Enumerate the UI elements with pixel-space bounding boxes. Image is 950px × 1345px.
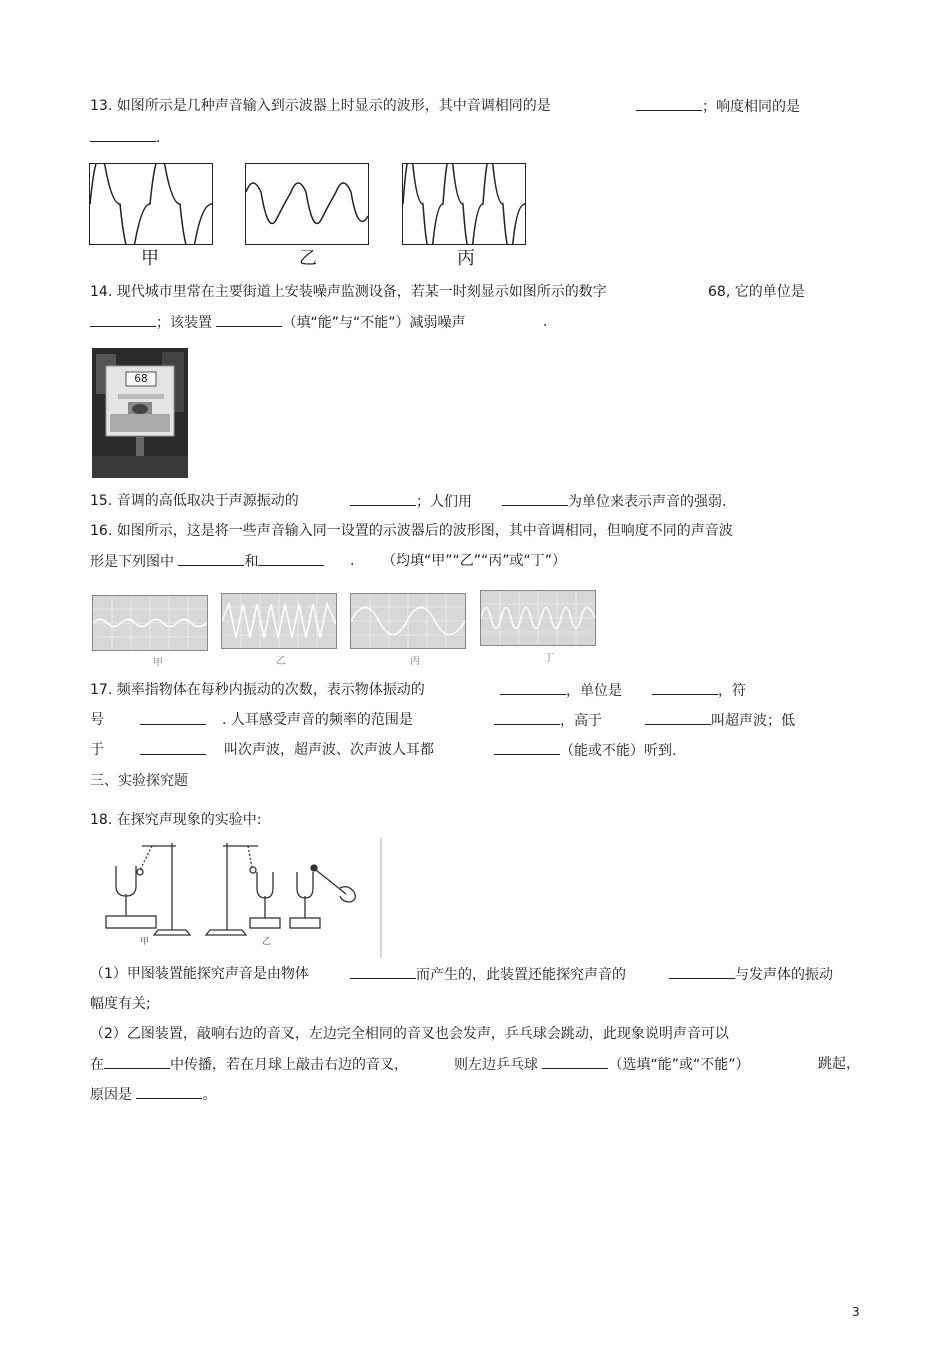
q17-blank-speed[interactable] bbox=[500, 680, 566, 695]
q17-l3a: 于 bbox=[90, 742, 104, 758]
section-title: 三、实验探究题 bbox=[90, 773, 188, 789]
q18-p1d: 幅度有关; bbox=[90, 996, 151, 1012]
q14-line1-end: 它的单位是 bbox=[734, 284, 805, 300]
q13-wave-jia bbox=[89, 163, 213, 245]
q15-part3: 为单位来表示声音的强弱. bbox=[568, 494, 727, 510]
q17-l1a: 17. 频率指物体在每秒内振动的次数，表示物体振动的 bbox=[90, 682, 425, 698]
q15-part2: ；人们用 bbox=[416, 494, 472, 510]
q16-blank-1[interactable] bbox=[178, 551, 244, 566]
q16-osc-bing bbox=[350, 593, 466, 649]
wave-bing-svg bbox=[403, 164, 525, 244]
q18-p2b: 在 bbox=[90, 1057, 104, 1073]
tuning-fork-figure bbox=[102, 838, 382, 958]
q17-l2-wrap2 bbox=[494, 710, 602, 731]
q18-blank-medium[interactable] bbox=[104, 1054, 170, 1069]
hand bbox=[340, 887, 355, 902]
osc-jia-svg bbox=[93, 596, 207, 650]
q17-blank-hear[interactable] bbox=[494, 740, 560, 755]
q18-p1c: 与发声体的振动 bbox=[735, 967, 833, 983]
q13-blank-pitch-wrap bbox=[636, 96, 800, 117]
q18-p1-wrap1 bbox=[350, 964, 626, 985]
q15-line bbox=[90, 491, 299, 511]
yi-fork-right bbox=[297, 872, 313, 898]
q17-l3b: 叫次声波，超声波、次声波人耳都 bbox=[224, 742, 434, 758]
q17-l3c: （能或不能）听到. bbox=[560, 743, 677, 759]
q16-line2-start: 形是下列图中 bbox=[90, 554, 174, 570]
q17-l2d: 叫超声波；低 bbox=[711, 713, 795, 729]
q13-caption-jia: 甲 bbox=[141, 248, 159, 269]
q14-blank-can[interactable] bbox=[216, 312, 282, 327]
q14-blank-unit[interactable] bbox=[90, 312, 156, 327]
mallet bbox=[316, 870, 346, 894]
q17-l2-wrap3 bbox=[645, 710, 795, 731]
q13-line2 bbox=[90, 127, 160, 148]
noise-monitor-photo bbox=[92, 348, 188, 478]
q18-p2-line2 bbox=[90, 1054, 408, 1075]
yi-fork-left bbox=[257, 872, 273, 898]
wave-yi-path bbox=[246, 183, 368, 224]
q13-text: 13. 如图所示是几种声音输入到示波器上时显示的波形，其中音调相同的是 bbox=[90, 98, 551, 114]
q13-caption-yi: 乙 bbox=[299, 248, 317, 269]
wave-jia-svg bbox=[90, 164, 212, 244]
wave-bing-path bbox=[403, 164, 525, 244]
q16-osc-ding bbox=[480, 590, 596, 646]
q15-blank-frequency[interactable] bbox=[350, 491, 416, 506]
q15-blank2-wrap bbox=[502, 491, 726, 512]
fig-caption-jia: 甲 bbox=[140, 937, 150, 947]
q18-p2-wrap bbox=[454, 1054, 749, 1075]
q14-line2-end: （填“能”与“不能”）减弱噪声 bbox=[282, 315, 466, 331]
q14-line1: 14. 现代城市里常在主要街道上安装噪声监测设备，若某一时刻显示如图所示的数字 bbox=[90, 284, 607, 300]
jia-stand-base bbox=[154, 930, 190, 935]
osc-ding-svg bbox=[481, 591, 595, 645]
q18-blank-can-jump[interactable] bbox=[542, 1054, 608, 1069]
q16-and: 和 bbox=[244, 554, 259, 570]
wave-jia-path bbox=[90, 164, 212, 244]
q14-line2-mid: ；该装置 bbox=[156, 315, 212, 331]
osc-bing-svg bbox=[351, 594, 465, 648]
q14-dot: . bbox=[543, 314, 548, 330]
q13-after: ；响度相同的是 bbox=[702, 99, 800, 115]
q17-l1b: ，单位是 bbox=[566, 683, 622, 699]
noise-monitor-svg bbox=[92, 348, 188, 478]
q17-l3-wrap1 bbox=[140, 740, 206, 761]
q18-p2d: 则左边乒乓球 bbox=[454, 1057, 538, 1073]
q18-p1-wrap2 bbox=[669, 964, 833, 985]
q17-l2c: ，高于 bbox=[560, 713, 602, 729]
q18-blank-reason[interactable] bbox=[136, 1084, 202, 1099]
q18-p2g: 原因是 bbox=[90, 1087, 132, 1103]
q14-line2 bbox=[90, 312, 465, 333]
q16-line2 bbox=[90, 551, 324, 572]
q17-blank-range[interactable] bbox=[494, 710, 560, 725]
q16-dot: . bbox=[350, 553, 355, 569]
q17-l3-wrap2 bbox=[494, 740, 676, 761]
jia-fork bbox=[116, 866, 136, 896]
q13-blank-pitch[interactable] bbox=[636, 96, 702, 111]
q18-p2c: 中传播，若在月球上敲击右边的音叉， bbox=[170, 1057, 408, 1073]
noise-display-reading: 68 bbox=[134, 372, 148, 385]
q15-blank1-wrap bbox=[350, 491, 472, 512]
q18-p2a: （2）乙图装置，敲响右边的音叉，左边完全相同的音叉也会发声，乒乓球会跳动，此现象说明声音可以 bbox=[90, 1026, 729, 1042]
q18-blank-loudness[interactable] bbox=[669, 964, 735, 979]
q17-l2-wrap1 bbox=[140, 710, 206, 731]
q18-p2h: 。 bbox=[202, 1087, 217, 1103]
osc-yi-svg bbox=[222, 594, 336, 648]
q13-blank-loudness[interactable] bbox=[90, 127, 156, 142]
q18-p2e: （选填“能”或“不能”） bbox=[608, 1057, 750, 1073]
q13-wave-yi bbox=[245, 163, 369, 245]
q17-l1-wrap2 bbox=[652, 680, 746, 701]
q13-line1 bbox=[90, 96, 551, 116]
q16-caption-jia: 甲 bbox=[153, 658, 163, 669]
q17-blank-ultrasonic[interactable] bbox=[645, 710, 711, 725]
q18-p1b: 而产生的，此装置还能探究声音的 bbox=[416, 967, 626, 983]
q14-number: 68, bbox=[708, 284, 731, 300]
page-number: 3 bbox=[852, 1305, 860, 1319]
fig-caption-yi: 乙 bbox=[262, 937, 272, 947]
q15-part1: 15. 音调的高低取决于声源振动的 bbox=[90, 493, 299, 509]
q18-p2f: 跳起， bbox=[818, 1056, 860, 1072]
q16-line2-end: （均填“甲”“乙”“丙”或“丁”） bbox=[382, 553, 567, 569]
q13-period: . bbox=[156, 130, 161, 146]
q18-p2-line3 bbox=[90, 1084, 216, 1105]
q17-l1-wrap1 bbox=[500, 680, 622, 701]
q16-caption-bing: 丙 bbox=[410, 656, 420, 667]
q14-number-wrap bbox=[708, 282, 805, 302]
q13-wave-bing bbox=[402, 163, 526, 245]
q16-osc-yi bbox=[221, 593, 337, 649]
q16-osc-jia bbox=[92, 595, 208, 651]
jia-fork-base bbox=[106, 916, 156, 928]
q18-title: 18. 在探究声现象的实验中: bbox=[90, 812, 262, 828]
q17-blank-infrasonic[interactable] bbox=[140, 740, 206, 755]
q18-blank-vibration[interactable] bbox=[350, 964, 416, 979]
q17-l2b: . 人耳感受声音的频率的范围是 bbox=[222, 712, 413, 728]
q15-blank-unit[interactable] bbox=[502, 491, 568, 506]
q17-blank-symbol[interactable] bbox=[140, 710, 206, 725]
q17-blank-unit[interactable] bbox=[652, 680, 718, 695]
q13-caption-bing: 丙 bbox=[457, 248, 475, 269]
q17-l2a: 号 bbox=[90, 712, 104, 728]
q18-p1a: （1）甲图装置能探究声音是由物体 bbox=[90, 966, 309, 982]
q16-caption-ding: 丁 bbox=[544, 653, 554, 664]
q16-line1: 16. 如图所示，这是将一些声音输入同一设置的示波器后的波形图，其中音调相同，但响度不同的声音波 bbox=[90, 523, 733, 539]
wave-yi-svg bbox=[246, 164, 368, 244]
q16-blank-2[interactable] bbox=[258, 551, 324, 566]
q17-l1c: ，符 bbox=[718, 683, 746, 699]
q16-caption-yi: 乙 bbox=[276, 656, 286, 667]
